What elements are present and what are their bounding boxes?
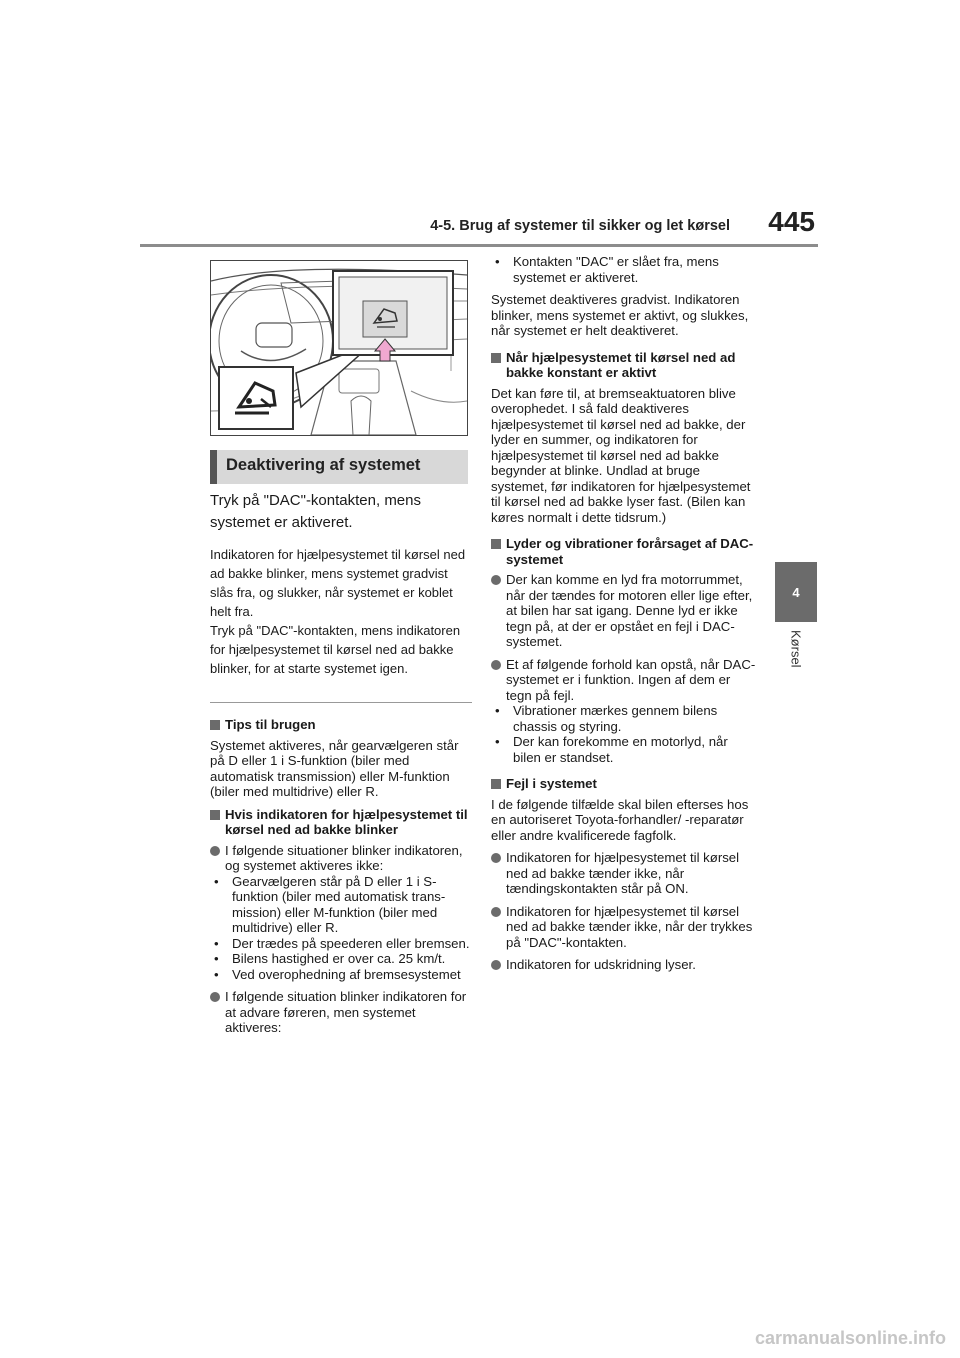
section-heading-accent bbox=[210, 450, 217, 484]
list-item: • Ved overophedning af bremsesystemet bbox=[214, 966, 461, 982]
square-bullet-icon bbox=[491, 779, 501, 789]
sound-bullet-2-text: Et af følgende forhold kan opstå, når DAC-systemet er i funktion. Ingen af dem er tegn på fejl. bbox=[506, 656, 756, 703]
constant-heading-text: Når hjælpesystemet til kørsel ned ad bakke konstant er aktivt bbox=[506, 349, 736, 380]
list-item: • Gearvælgeren står på D eller 1 i S-funktion (biler med automatisk transmission) eller M-funktion (biler med multidrive) eller R. bbox=[214, 873, 446, 935]
list-item: • Der kan forekomme en motorlyd, når bilen er standset. bbox=[495, 734, 728, 765]
chapter-tab-label: Kørsel bbox=[788, 630, 804, 668]
right-sub-list-top bbox=[491, 254, 759, 285]
list-item: • Kontakten "DAC" er slået fra, mens systemet er aktiveret. bbox=[495, 254, 719, 285]
square-bullet-icon bbox=[210, 720, 220, 730]
square-bullet-icon bbox=[210, 810, 220, 820]
square-bullet-icon bbox=[491, 539, 501, 549]
section-heading-bar bbox=[210, 450, 468, 484]
fault-bullet-2: Indikatoren for hjælpesystemet til kørsel ned ad bakke tænder ikke, når der trykkes på "DAC"-kontakten. bbox=[491, 904, 759, 951]
fault-text: I de følgende tilfælde skal bilen efterses hos en autoriseret Toyota-forhandler/ -reparatør eller andre kvalificerede fagfolk. bbox=[491, 796, 749, 843]
fault-bullet-1: Indikatoren for hjælpesystemet til kørsel ned ad bakke tænder ikke, når tændingskontakten står på ON. bbox=[491, 850, 759, 897]
watermark-link[interactable]: carmanualsonline.info bbox=[754, 1328, 946, 1348]
blink-sub-list bbox=[210, 874, 472, 983]
sound-bullet-1-text: Der kan komme en lyd fra motorrummet, når der tændes for motoren eller lige efter, at bilen har sat igang. Denne lyd er ikke tegn på, at der er opstået en fejl i DAC-systemet. bbox=[506, 572, 753, 649]
header-rule bbox=[140, 244, 818, 247]
page-number: 445 bbox=[768, 206, 815, 237]
round-bullet-icon bbox=[491, 907, 501, 917]
fault-bullet-3: Indikatoren for udskridning lyser. bbox=[491, 957, 759, 973]
round-bullet-icon bbox=[491, 575, 501, 585]
blink-bullet-2 bbox=[210, 989, 472, 1036]
blink-bullet-1 bbox=[210, 843, 472, 874]
tips-text: Systemet aktiveres, når gearvælgeren står på D eller 1 i S-funktion (biler med automatisk transmission) eller M-funktion (biler med multidrive) eller R. bbox=[210, 737, 459, 799]
lead-body: Indikatoren for hjælpesystemet til kørsel ned ad bakke blinker, mens systemet gradvist slås fra, og slukker, når systemet er koblet helt fra. Tryk på "DAC"-kontakten, mens indikatoren for hjælpesystemet til kørsel ned ad bakke blinker, for at starte systemet igen. bbox=[210, 547, 466, 676]
round-bullet-icon bbox=[491, 660, 501, 670]
blink-heading bbox=[210, 807, 472, 838]
left-column bbox=[210, 490, 472, 1043]
sound-heading bbox=[491, 536, 759, 567]
list-item: • Der trædes på speederen eller bremsen. bbox=[214, 935, 470, 951]
blink-bullet-2-text: I følgende situation blinker indikatoren for at advare føreren, men systemet aktiveres: bbox=[225, 989, 467, 1035]
round-bullet-icon bbox=[491, 960, 501, 970]
round-bullet-icon bbox=[210, 846, 220, 856]
tips-heading bbox=[210, 717, 472, 733]
right-column bbox=[491, 254, 759, 980]
lead-instruction: Tryk på "DAC"-kontakten, mens systemet er aktiveret. bbox=[210, 492, 421, 531]
tips-heading-text: Tips til brugen bbox=[225, 717, 316, 732]
deactivate-text: Systemet deaktiveres gradvist. Indikatoren blinker, mens systemet er aktivt, og slukkes, når systemet er helt deaktiveret. bbox=[491, 292, 749, 338]
constant-text: Det kan føre til, at bremseaktuatoren blive overophedet. I så fald deaktiveres hjælpesystemet til kørsel ned ad bakke, der lyder en summer, og indikatoren for hjælpesystemet til kørsel ned ad bakke begynder at blinke. Undlad at bruge systemet, før indikatoren for hjælpesystemet til kørsel ned ad bakke lyser fast. (Bilen kan køres normalt i dette tidsrum.) bbox=[491, 385, 751, 525]
list-item: • Vibrationer mærkes gennem bilens chassis og styring. bbox=[495, 703, 718, 734]
section-title: Deaktivering af systemet bbox=[226, 456, 421, 474]
dashboard-illustration bbox=[210, 260, 468, 436]
chapter-tab[interactable]: 4 bbox=[775, 562, 817, 622]
round-bullet-icon bbox=[491, 853, 501, 863]
separator-line bbox=[210, 702, 472, 703]
blink-heading-text: Hvis indikatoren for hjælpesystemet til kørsel ned ad bakke blinker bbox=[225, 806, 468, 837]
fault-heading bbox=[491, 776, 759, 792]
running-header: 4-5. Brug af systemer til sikker og let kørsel bbox=[430, 218, 730, 234]
list-item: • Bilens hastighed er over ca. 25 km/t. bbox=[214, 951, 446, 966]
dashboard-drawing bbox=[211, 261, 467, 435]
sound-heading-text: Lyder og vibrationer forårsaget af DAC-systemet bbox=[506, 536, 754, 567]
sound-bullet-1 bbox=[491, 572, 759, 650]
sound-bullet-2 bbox=[491, 657, 759, 704]
square-bullet-icon bbox=[491, 353, 501, 363]
sound-sub-list bbox=[491, 703, 759, 765]
fault-heading-text: Fejl i systemet bbox=[506, 776, 597, 791]
blink-bullet-1-text: I følgende situationer blinker indikatoren, og systemet aktiveres ikke: bbox=[225, 842, 463, 873]
constant-heading bbox=[491, 350, 759, 381]
round-bullet-icon bbox=[210, 992, 220, 1002]
